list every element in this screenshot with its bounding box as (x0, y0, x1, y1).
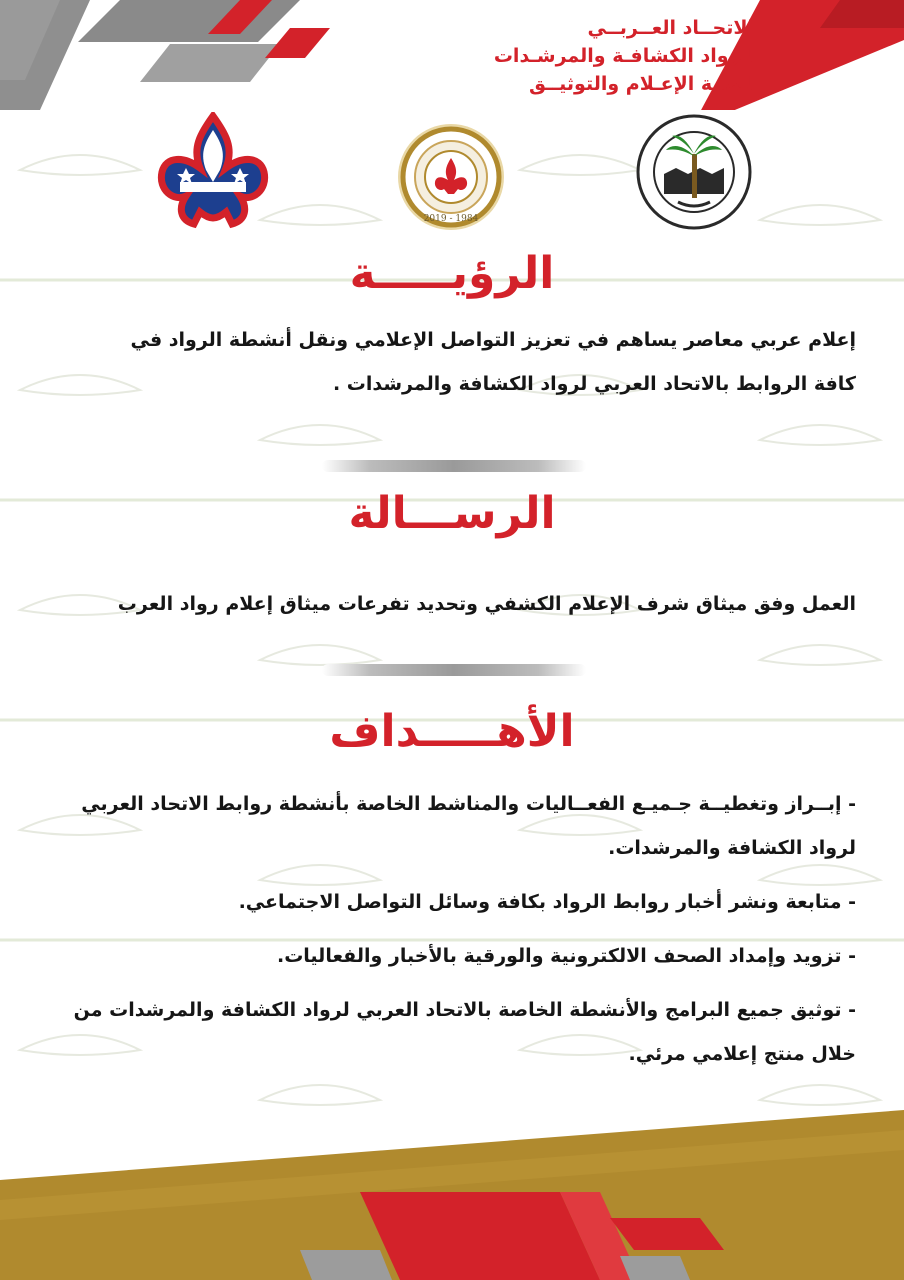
arab-union-jubilee-emblem-icon (396, 122, 506, 232)
vision-line-1: إعلام عربي معاصر يساهم في تعزيز التواصل الإعلامي ونقل أنشطة الرواد في (130, 329, 856, 351)
section-divider (322, 664, 586, 676)
vision-title: الرؤيـــــة (349, 248, 555, 299)
saudi-scouts-emblem-icon (636, 114, 752, 230)
goals-title: الأهـــــداف (329, 706, 575, 757)
goal-item: - تزويد وإمداد الصحف الالكترونية والورقية بالأخبار والفعاليات. (276, 945, 856, 967)
fleur-de-lis-emblem-icon (156, 112, 270, 230)
header-line-1: الاتحــاد العــربــي (587, 17, 754, 39)
mission-text: العمل وفق ميثاق شرف الإعلام الكشفي وتحديد تفرعات ميثاق إعلام رواد العرب (117, 593, 856, 615)
logos-row (150, 110, 750, 230)
vision-line-2: كافة الروابط بالاتحاد العربي لرواد الكشافة والمرشدات . (332, 373, 856, 395)
vision-text (46, 318, 856, 406)
goal-item: - إبــراز وتغطيــة جـميـع الفعــاليات والمناشط الخاصة بأنشطة روابط الاتحاد العربي لرواد الكشافة والمرشدات. (81, 793, 856, 859)
header-line-3: لـجنـة الإعـلام والتوثيــق (529, 73, 754, 95)
goal-item: - توثيق جميع البرامج والأنشطة الخاصة بالاتحاد العربي لرواد الكشافة والمرشدات من خلال منتج إعلامي مرئي. (73, 999, 856, 1065)
header-line-2: لـرواد الكشافـة والمرشـدات (493, 45, 754, 67)
section-divider (322, 460, 586, 472)
jubilee-years: 2019 - 1984 (423, 214, 479, 224)
goal-item: - متابعة ونشر أخبار روابط الرواد بكافة وسائل التواصل الاجتماعي. (238, 891, 856, 913)
footer-stripes (0, 1110, 904, 1280)
mission-title: الرســـالة (348, 488, 556, 539)
goals-list (36, 782, 856, 1086)
header-organization-text (434, 14, 754, 98)
